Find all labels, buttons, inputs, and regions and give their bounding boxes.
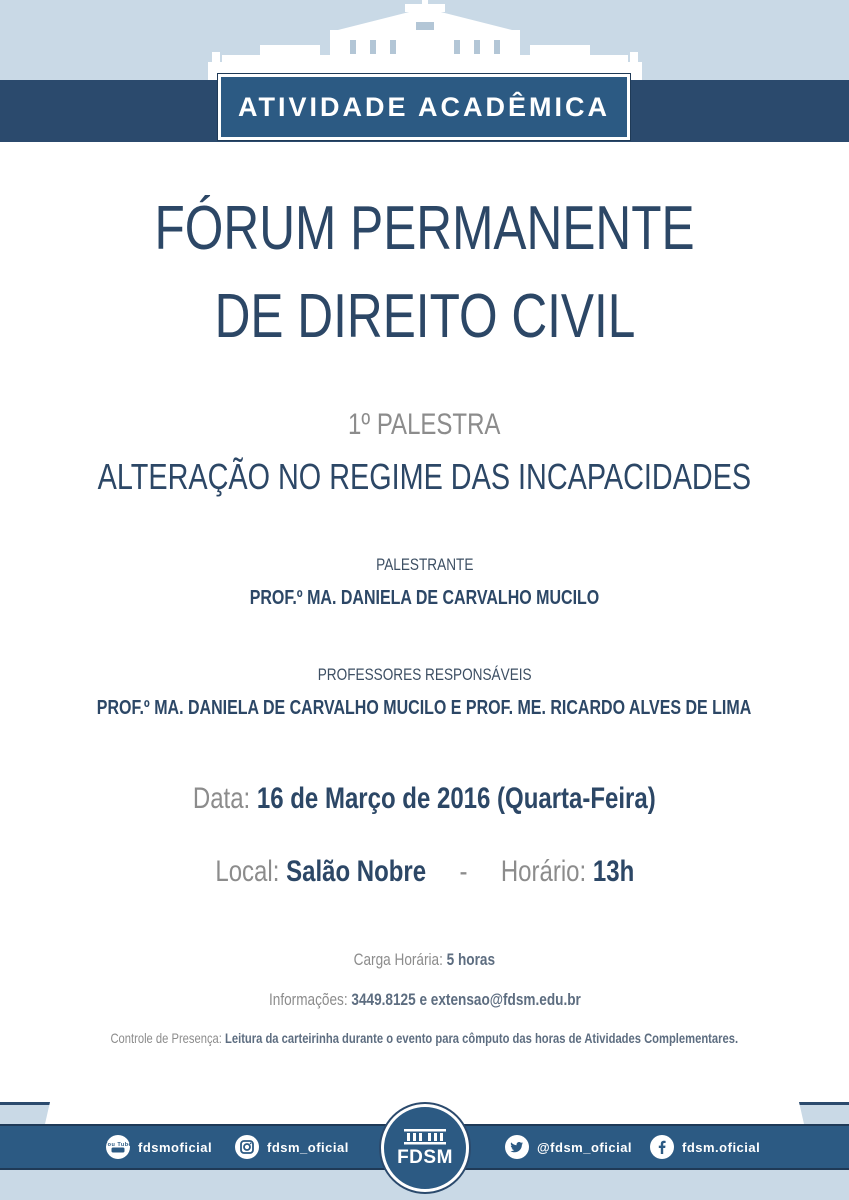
twitter-icon	[505, 1135, 529, 1159]
instagram-link[interactable]	[235, 1134, 349, 1160]
twitter-handle: @fdsm_oficial	[537, 1139, 633, 1155]
lecture-number	[0, 408, 849, 442]
time-value: 13h	[592, 855, 634, 888]
control-value: Leitura da carteirinha durante o evento para cômputo das horas de Atividades Complementares.	[225, 1030, 739, 1046]
youtube-icon	[103, 1135, 133, 1159]
info-value: 3449.8125 e extensao@fdsm.edu.br	[350, 990, 581, 1009]
speaker-label	[0, 555, 849, 575]
logo-text: FDSM	[397, 1147, 453, 1168]
facebook-link[interactable]	[650, 1134, 760, 1160]
responsible-label	[0, 665, 849, 685]
lecture-title	[0, 456, 849, 498]
youtube-handle: fdsmoficial	[138, 1139, 213, 1155]
building-logo-icon	[402, 1127, 448, 1145]
time-label: Horário:	[500, 855, 586, 888]
event-title-text-1: FÓRUM PERMANENTE	[154, 194, 695, 263]
workload-value: 5 horas	[446, 950, 496, 969]
workload-label: Carga Horária:	[353, 950, 444, 969]
youtube-link[interactable]	[103, 1134, 213, 1160]
building-silhouette	[200, 0, 650, 80]
date-line	[0, 782, 849, 816]
date-value: 16 de Março de 2016 (Quarta-Feira)	[257, 782, 656, 815]
date-label: Data:	[193, 782, 251, 815]
workload-line	[0, 950, 849, 970]
local-time-line	[0, 855, 849, 889]
facebook-handle: fdsm.oficial	[682, 1139, 761, 1155]
event-title-text-2: DE DIREITO CIVIL	[214, 282, 635, 351]
event-title-line-2	[0, 284, 849, 350]
facebook-icon	[650, 1135, 674, 1159]
twitter-link[interactable]	[505, 1134, 632, 1160]
local-label: Local:	[215, 855, 280, 888]
instagram-handle: fdsm_oficial	[267, 1139, 349, 1155]
instagram-icon	[235, 1135, 259, 1159]
header-banner-text: ATIVIDADE ACADÊMICA	[238, 91, 610, 122]
attendance-control-line	[0, 1030, 849, 1046]
youtube-icon-text: You Tube	[103, 1142, 133, 1148]
responsible-label-text: PROFESSORES RESPONSÁVEIS	[317, 665, 532, 684]
speaker-label-text: PALESTRANTE	[375, 555, 474, 574]
lecture-number-text: 1º PALESTRA	[348, 408, 501, 441]
lecture-title-text: ALTERAÇÃO NO REGIME DAS INCAPACIDADES	[97, 456, 752, 497]
separator: -	[459, 855, 468, 888]
info-line	[0, 990, 849, 1010]
speaker-name-text: PROF.º MA. DANIELA DE CARVALHO MUCILO	[249, 587, 600, 609]
footer-ribbon-left	[0, 1102, 50, 1124]
header-banner	[218, 74, 630, 140]
local-value: Salão Nobre	[285, 855, 426, 888]
responsible-names-text: PROF.º MA. DANIELA DE CARVALHO MUCILO E PROF. ME. RICARDO ALVES DE LIMA	[97, 697, 752, 719]
responsible-names	[0, 697, 849, 720]
control-label: Controle de Presença:	[110, 1030, 223, 1046]
event-title-line-1	[0, 196, 849, 262]
info-label: Informações:	[268, 990, 348, 1009]
fdsm-logo	[381, 1104, 469, 1192]
footer-ribbon-right	[799, 1102, 849, 1124]
speaker-name	[0, 587, 849, 610]
